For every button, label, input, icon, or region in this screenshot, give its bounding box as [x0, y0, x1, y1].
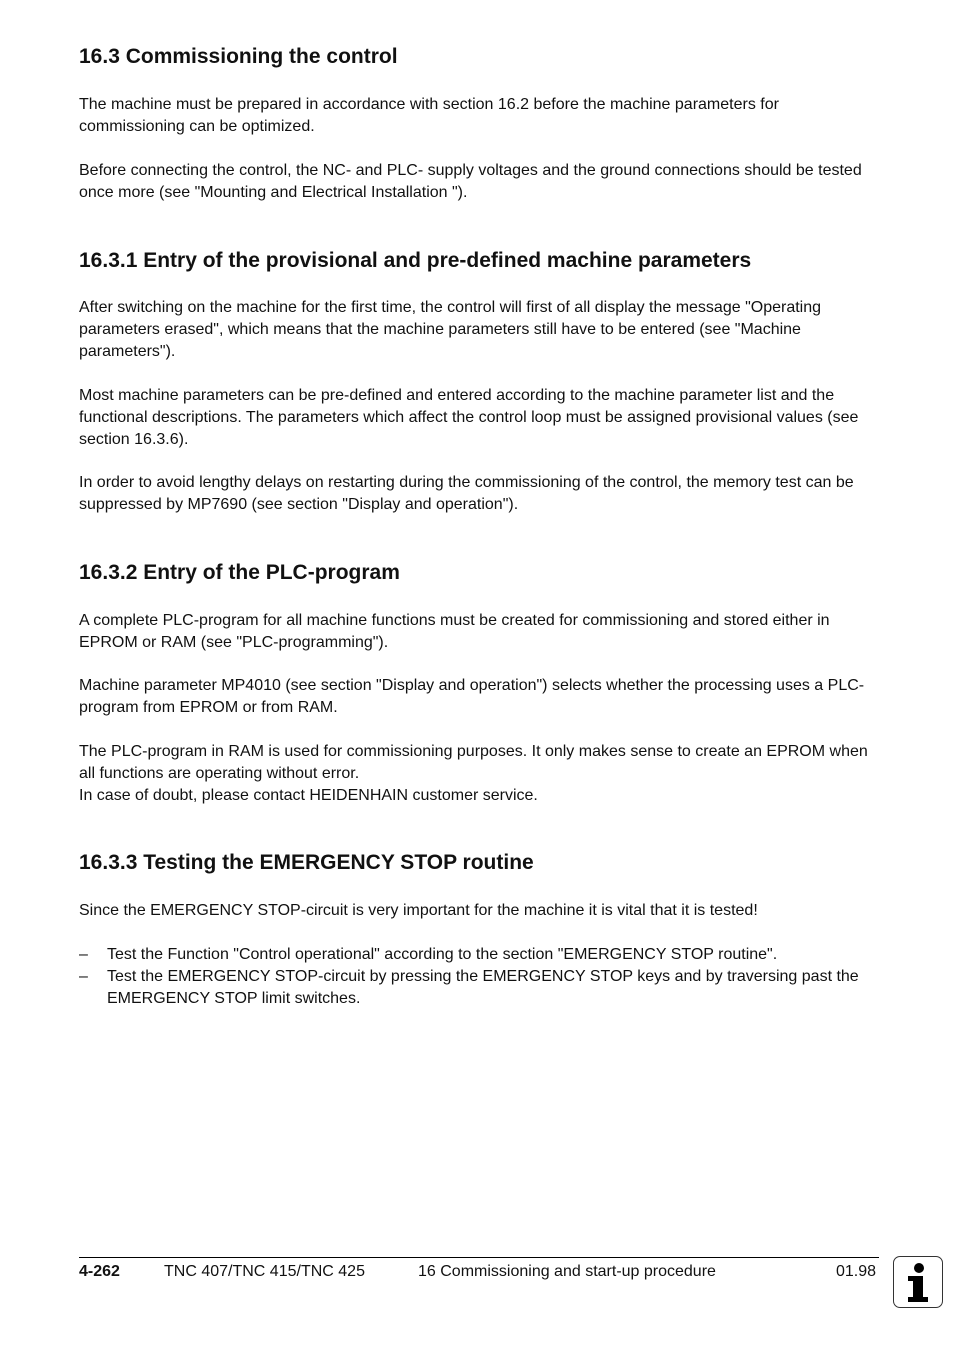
- paragraph: Before connecting the control, the NC- and PLC- supply voltages and the ground connections should be tested once more (see "Mounting and Electrical Installation ").: [79, 162, 862, 201]
- paragraph: The PLC-program in RAM is used for commissioning purposes. It only makes sense to create an EPROM when all functions are operating without error.: [79, 743, 868, 782]
- paragraph: In case of doubt, please contact HEIDENHAIN customer service.: [79, 787, 538, 804]
- list-item-text: Test the EMERGENCY STOP-circuit by pressing the EMERGENCY STOP keys and by traversing past the EMERGENCY STOP limit switches.: [107, 968, 859, 1007]
- bullet-dash: –: [79, 968, 88, 985]
- heading-16-3-1: 16.3.1 Entry of the provisional and pre-defined machine parameters: [79, 249, 752, 272]
- info-glyph: [894, 1257, 941, 1306]
- heading-16-3-3: 16.3.3 Testing the EMERGENCY STOP routine: [79, 851, 534, 874]
- footer-chapter: 16 Commissioning and start-up procedure: [418, 1263, 716, 1280]
- paragraph: After switching on the machine for the first time, the control will first of all display the message "Operating parameters erased", which means that the machine parameters still have to be entered (see "Machine parameters").: [79, 299, 822, 360]
- heading-16-3-2: 16.3.2 Entry of the PLC-program: [79, 561, 400, 584]
- bullet-dash: –: [79, 946, 88, 963]
- list-item-text: Test the Function "Control operational" according to the section "EMERGENCY STOP routine".: [107, 946, 778, 963]
- paragraph: A complete PLC-program for all machine functions must be created for commissioning and stored either in EPROM or RAM (see "PLC-programming").: [79, 612, 830, 651]
- footer-rule: [79, 1257, 879, 1258]
- paragraph: In order to avoid lengthy delays on restarting during the commissioning of the control, the memory test can be suppressed by MP7690 (see section "Display and operation").: [79, 474, 854, 513]
- paragraph: Most machine parameters can be pre-defined and entered according to the machine parameter list and the functional descriptions. The parameters which affect the control loop must be assigned provisional values (see section 16.3.6).: [79, 387, 859, 448]
- heading-16-3: 16.3 Commissioning the control: [79, 45, 398, 68]
- paragraph: Since the EMERGENCY STOP-circuit is very important for the machine it is vital that it is tested!: [79, 902, 758, 919]
- paragraph: Machine parameter MP4010 (see section "Display and operation") selects whether the processing uses a PLC-program from EPROM or from RAM.: [79, 677, 865, 716]
- footer-date: 01.98: [836, 1263, 877, 1280]
- footer-model: TNC 407/TNC 415/TNC 425: [164, 1263, 365, 1280]
- info-icon[interactable]: [893, 1256, 943, 1308]
- footer-page-number: 4-262: [79, 1263, 120, 1280]
- paragraph: The machine must be prepared in accordance with section 16.2 before the machine parameters for commissioning can be optimized.: [79, 96, 779, 135]
